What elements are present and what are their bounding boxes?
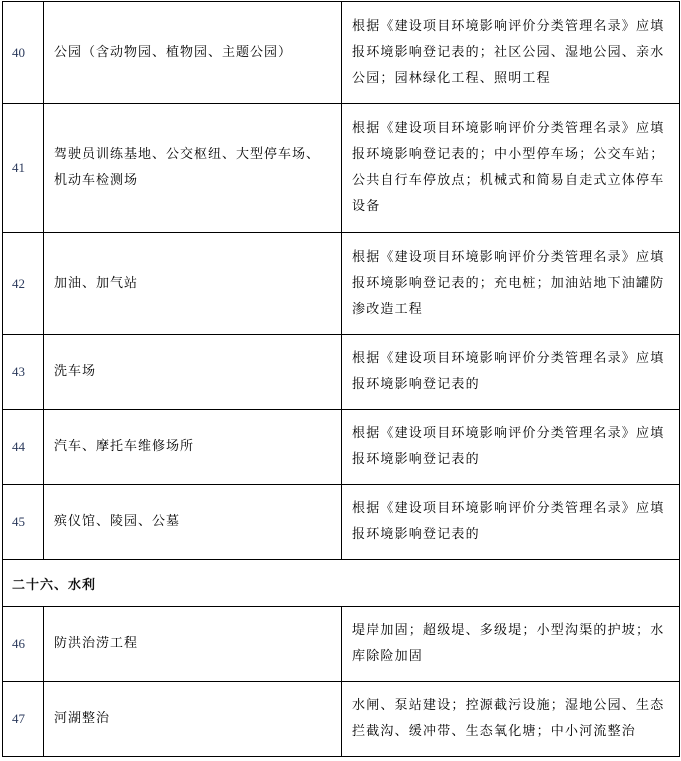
project-category: 防洪治涝工程 — [44, 607, 342, 682]
scope-line: 根据《建设项目环境影响评价分类管理名录》应填 — [352, 426, 665, 441]
scope-line: 根据《建设项目环境影响评价分类管理名录》应填 — [352, 249, 665, 265]
name-line: 机动车检测场 — [54, 173, 139, 188]
row-number: 47 — [3, 682, 44, 757]
scope-line: 库除险加固 — [352, 649, 424, 664]
row-number: 41 — [3, 104, 44, 233]
scope-line: 堤岸加固；超级堤、多级堤；小型沟渠的护坡；水 — [352, 623, 665, 638]
name-line: 驾驶员训练基地、公交枢纽、大型停车场、 — [54, 147, 321, 162]
scope-line: 设备 — [352, 199, 381, 214]
scope-line: 水闸、泵站建设；控源截污设施；湿地公园、生态 — [352, 698, 665, 713]
table-row-43 — [3, 335, 680, 410]
table-row-41 — [3, 104, 680, 233]
scope-line: 公共自行车停放点；机械式和简易自走式立体停车 — [352, 173, 665, 188]
scope-description — [342, 233, 680, 335]
scope-description — [342, 485, 680, 560]
scope-line: 根据《建设项目环境影响评价分类管理名录》应填 — [352, 121, 665, 136]
scope-line: 渗改造工程 — [352, 301, 424, 317]
row-number: 42 — [3, 233, 44, 335]
scope-line: 报环境影响登记表的；充电桩；加油站地下油罐防 — [352, 275, 665, 291]
scope-line: 报环境影响登记表的；中小型停车场；公交车站； — [352, 147, 665, 162]
row-number: 40 — [3, 2, 44, 104]
project-category: 公园（含动物园、植物园、主题公园） — [44, 2, 342, 104]
scope-line: 根据《建设项目环境影响评价分类管理名录》应填 — [352, 18, 665, 34]
table-row-44 — [3, 410, 680, 485]
scope-description — [342, 682, 680, 757]
row-number: 46 — [3, 607, 44, 682]
row-number: 44 — [3, 410, 44, 485]
scope-line: 报环境影响登记表的 — [352, 377, 480, 392]
table-row-40 — [3, 2, 680, 104]
project-category: 河湖整治 — [44, 682, 342, 757]
scope-line: 拦截沟、缓冲带、生态氧化塘；中小河流整治 — [352, 724, 637, 739]
table-row-47 — [3, 682, 680, 757]
project-category: 洗车场 — [44, 335, 342, 410]
project-category: 汽车、摩托车维修场所 — [44, 410, 342, 485]
row-number: 43 — [3, 335, 44, 410]
scope-line: 报环境影响登记表的 — [352, 527, 480, 542]
regulation-table — [2, 1, 680, 757]
section-heading: 二十六、水利 — [3, 560, 680, 607]
scope-description — [342, 104, 680, 233]
section-row-water-conservancy — [3, 560, 680, 607]
scope-description — [342, 335, 680, 410]
table-row-42 — [3, 233, 680, 335]
table-row-45 — [3, 485, 680, 560]
scope-description — [342, 2, 680, 104]
scope-description — [342, 410, 680, 485]
project-category: 加油、加气站 — [44, 233, 342, 335]
scope-description — [342, 607, 680, 682]
scope-line: 公园；园林绿化工程、照明工程 — [352, 70, 551, 86]
row-number: 45 — [3, 485, 44, 560]
project-category — [44, 104, 342, 233]
table-row-46 — [3, 607, 680, 682]
project-category: 殡仪馆、陵园、公墓 — [44, 485, 342, 560]
scope-line: 报环境影响登记表的；社区公园、湿地公园、亲水 — [352, 44, 665, 60]
scope-line: 报环境影响登记表的 — [352, 452, 480, 467]
scope-line: 根据《建设项目环境影响评价分类管理名录》应填 — [352, 501, 665, 516]
scope-line: 根据《建设项目环境影响评价分类管理名录》应填 — [352, 351, 665, 366]
